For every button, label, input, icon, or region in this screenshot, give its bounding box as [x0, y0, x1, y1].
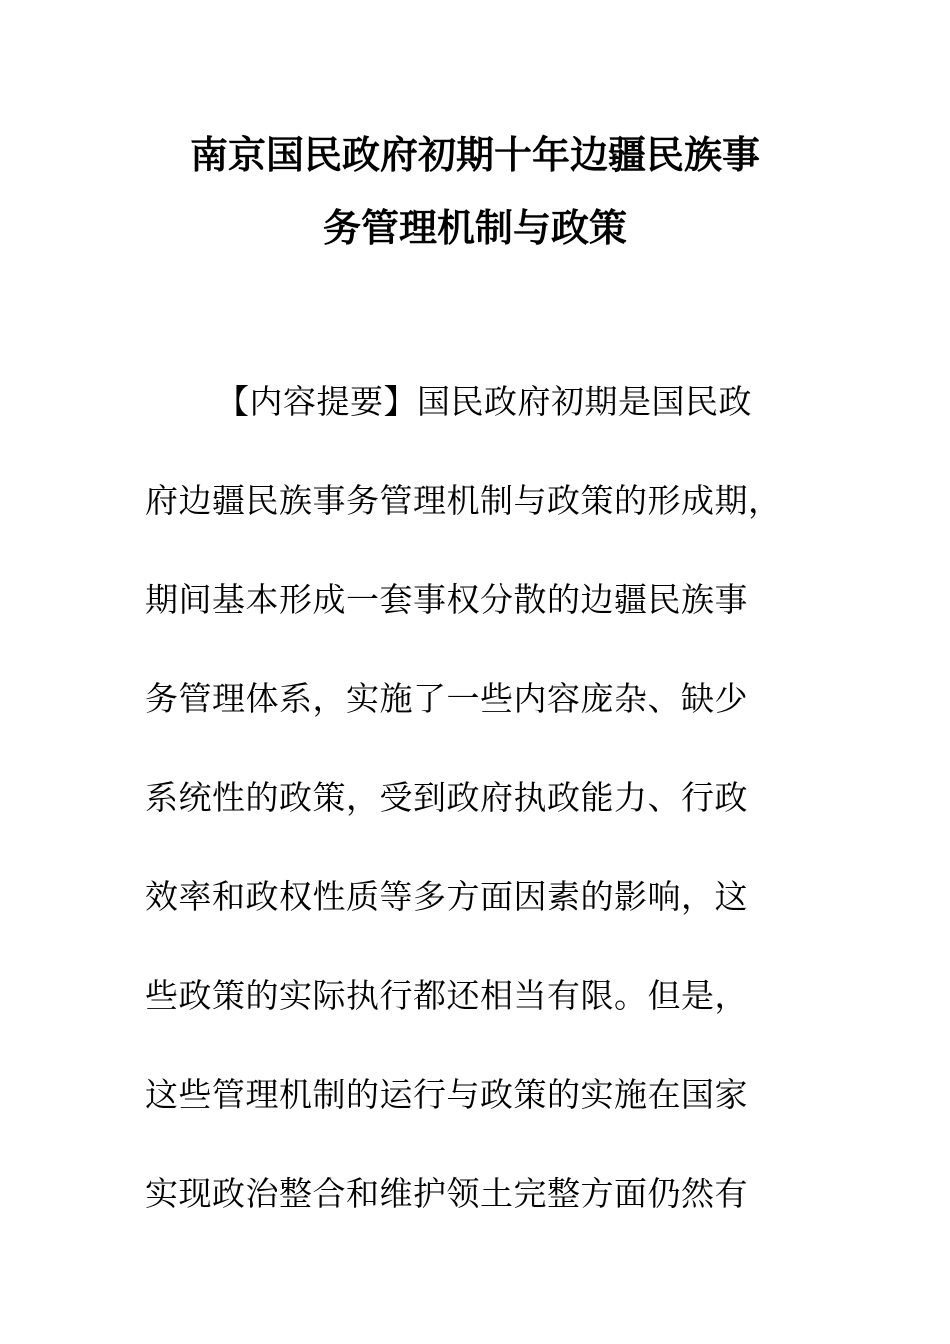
abstract-line: 府边疆民族事务管理机制与政策的形成期， [145, 481, 782, 520]
abstract-line: 期间基本形成一套事权分散的边疆民族事 [145, 580, 748, 619]
document-title-line-2: 务管理机制与政策 [322, 205, 627, 250]
abstract-line: 实现政治整合和维护领土完整方面仍然有 [145, 1174, 748, 1213]
abstract-line: 【内容提要】国民政府初期是国民政 [216, 382, 752, 421]
abstract-line: 些政策的实际执行都还相当有限。但是， [145, 976, 748, 1015]
abstract-line: 效率和政权性质等多方面因素的影响，这 [145, 877, 748, 916]
abstract-line: 系统性的政策，受到政府执政能力、行政 [145, 778, 748, 817]
abstract-line: 务管理体系，实施了一些内容庞杂、缺少 [145, 679, 748, 718]
document-title-line-1: 南京国民政府初期十年边疆民族事 [189, 132, 760, 177]
abstract-line: 这些管理机制的运行与政策的实施在国家 [145, 1075, 748, 1114]
